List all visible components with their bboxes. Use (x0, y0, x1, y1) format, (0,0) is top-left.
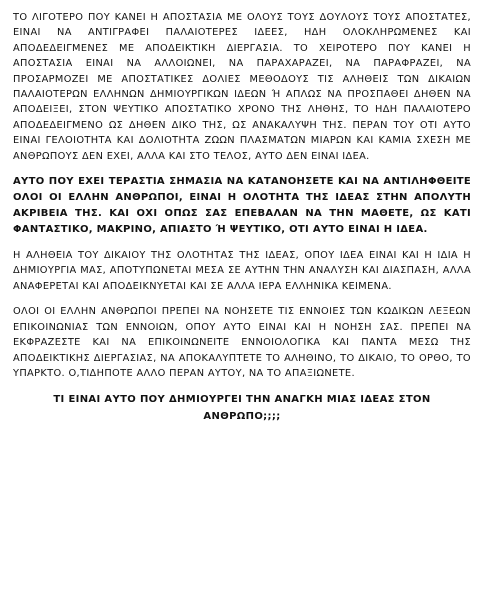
closing-question: ΤΙ ΕΙΝΑΙ ΑΥΤΟ ΠΟΥ ΔΗΜΙΟΥΡΓΕΙ ΤΗΝ ΑΝΑΓΚΗ ΜΙΑΣ ΙΔΕΑΣ ΣΤΟΝ ΑΝΘΡΩΠΟ;;;; (53, 394, 431, 423)
paragraph-understanding-concepts: ΟΛΟΙ ΟΙ ΕΛΛΗΝ ΑΝΘΡΩΠΟΙ ΠΡΕΠΕΙ ΝΑ ΝΟΗΣΕΤΕ ΤΙΣ ΕΝΝΟΙΕΣ ΤΩΝ ΚΩΔΙΚΩΝ ΛΕΞΕΩΝ ΕΠΙΚΟΙΝΩΝΙΑΣ ΤΩΝ ΕΝΝΟΙΩΝ, ΟΠΟΥ ΑΥΤΟ ΕΙΝΑΙ ΚΑΙ Η ΝΟΗΣΗ ΣΑΣ. ΠΡΕΠΕΙ ΝΑ ΕΚΦΡΑΖΕΣΤΕ ΚΑΙ ΝΑ ΕΠΙΚΟΙΝΩΝΕΙΤΕ ΕΝΝΟΙΟΛΟΓΙΚΑ ΚΑΙ ΠΑΝΤΑ ΜΕΣΩ ΤΗΣ ΑΠΟΔΕΙΚΤΙΚΗΣ ΔΙΕΡΓΑΣΙΑΣ, ΝΑ ΑΠΟΚΑΛΥΠΤΕΤΕ ΤΟ ΑΛΗΘΙΝΟ, ΤΟ ΔΙΚΑΙΟ, ΤΟ ΟΡΘΟ, ΤΟ ΥΠΑΡΚΤΟ. Ο,ΤΙΔΗΠΟΤΕ ΑΛΛΟ ΠΕΡΑΝ ΑΥΤΟΥ, ΝΑ ΤΟ ΑΠΑΞΙΩΝΕΤΕ. (13, 306, 471, 379)
paragraph-apostasy-copying: ΤΟ ΛΙΓΟΤΕΡΟ ΠΟΥ ΚΑΝΕΙ Η ΑΠΟΣΤΑΣΙΑ ΜΕ ΟΛΟΥΣ ΤΟΥΣ ΔΟΥΛΟΥΣ ΤΟΥΣ ΑΠΟΣΤΑΤΕΣ, ΕΙΝΑΙ ΝΑ ΑΝΤΙΓΡΑΦΕΙ ΠΑΛΑΙΟΤΕΡΕΣ ΙΔΕΕΣ, ΗΔΗ ΟΛΟΚΛΗΡΩΜΕΝΕΣ ΚΑΙ ΑΠΟΔΕΔΕΙΓΜΕΝΕΣ ΜΕ ΑΠΟΔΕΙΚΤΙΚΗ ΔΙΕΡΓΑΣΙΑ. ΤΟ ΧΕΙΡΟΤΕΡΟ ΠΟΥ ΚΑΝΕΙ Η ΑΠΟΣΤΑΣΙΑ ΕΙΝΑΙ ΝΑ ΑΛΛΟΙΩΝΕΙ, ΝΑ ΠΑΡΑΧΑΡΑΖΕΙ, ΝΑ ΠΑΡΑΦΡΑΖΕΙ, ΝΑ ΠΡΟΣΑΡΜΟΖΕΙ ΜΕ ΑΠΟΣΤΑΤΙΚΕΣ ΔΟΛΙΕΣ ΜΕΘΟΔΟΥΣ ΤΙΣ ΑΛΗΘΕΙΣ ΤΩΝ ΔΙΚΑΙΩΝ ΠΑΛΑΙΟΤΕΡΩΝ ΕΛΛΗΝΩΝ ΔΗΜΙΟΥΡΓΙΚΩΝ ΙΔΕΩΝ Ή ΑΠΛΩΣ ΝΑ ΠΡΟΣΠΑΘΕΙ ΔΗΘΕΝ ΝΑ ΑΠΟΔΕΙΞΕΙ, ΣΤΟΝ ΨΕΥΤΙΚΟ ΑΠΟΣΤΑΤΙΚΟ ΧΡΟΝΟ ΤΗΣ ΛΗΘΗΣ, ΤΟ ΗΔΗ ΠΑΛΑΙΟΤΕΡΟ ΑΠΟΔΕΔΕΙΓΜΕΝΟ ΩΣ ΔΗΘΕΝ ΔΙΚΟ ΤΗΣ, ΩΣ ΑΝΑΚΑΛΥΨΗ ΤΗΣ. ΠΕΡΑΝ ΤΟΥ ΟΤΙ ΑΥΤΟ ΕΙΝΑΙ ΓΕΛΟΙΟΤΗΤΑ ΚΑΙ ΔΟΛΙΟΤΗΤΑ ΖΩΩΝ ΠΛΑΣΜΑΤΩΝ ΜΙΑΡΩΝ ΚΑΙ ΚΑΜΙΑ ΣΧΕΣΗ ΜΕ ΑΝΘΡΩΠΟΥΣ ΔΕΝ ΕΧΕΙ, ΑΛΛΑ ΚΑΙ ΣΤΟ ΤΕΛΟΣ, ΑΥΤΟ ΔΕΝ ΕΙΝΑΙ ΙΔΕΑ. (13, 12, 471, 162)
paragraph-truth-of-justice: Η ΑΛΗΘΕΙΑ ΤΟΥ ΔΙΚΑΙΟΥ ΤΗΣ ΟΛΟΤΗΤΑΣ ΤΗΣ ΙΔΕΑΣ, ΟΠΟΥ ΙΔΕΑ ΕΙΝΑΙ ΚΑΙ Η ΙΔΙΑ Η ΔΗΜΙΟΥΡΓΙΑ ΜΑΣ, ΑΠΟΤΥΠΩΝΕΤΑΙ ΜΕΣΑ ΣΕ ΑΥΤΗΝ ΤΗΝ ΑΝΑΛΥΣΗ ΚΑΙ ΔΙΑΣΠΑΣΗ, ΑΛΛΑ ΑΝΑΦΕΡΕΤΑΙ ΚΑΙ ΑΠΟΔΕΙΚΝΥΕΤΑΙ ΚΑΙ ΣΕ ΑΛΛΑ ΙΕΡΑ ΕΛΛΗΝΙΚΑ ΚΕΙΜΕΝΑ. (13, 250, 471, 292)
paragraph-idea-totality: ΑΥΤΟ ΠΟΥ ΕΧΕΙ ΤΕΡΑΣΤΙΑ ΣΗΜΑΣΙΑ ΝΑ ΚΑΤΑΝΟΗΣΕΤΕ ΚΑΙ ΝΑ ΑΝΤΙΛΗΦΘΕΙΤΕ ΟΛΟΙ ΟΙ ΕΛΛΗΝ ΑΝΘΡΩΠΟΙ, ΕΙΝΑΙ Η ΟΛΟΤΗΤΑ ΤΗΣ ΙΔΕΑΣ ΣΤΗΝ ΑΠΟΛΥΤΗ ΑΚΡΙΒΕΙΑ ΤΗΣ. ΚΑΙ ΟΧΙ ΟΠΩΣ ΣΑΣ ΕΠΕΒΑΛΑΝ ΝΑ ΤΗΝ ΜΑΘΕΤΕ, ΩΣ ΚΑΤΙ ΦΑΝΤΑΣΤΙΚΟ, ΜΑΚΡΙΝΟ, ΑΠΙΑΣΤΟ Ή ΨΕΥΤΙΚΟ, ΟΤΙ ΑΥΤΟ ΕΙΝΑΙ Η ΙΔΕΑ. (13, 176, 471, 236)
